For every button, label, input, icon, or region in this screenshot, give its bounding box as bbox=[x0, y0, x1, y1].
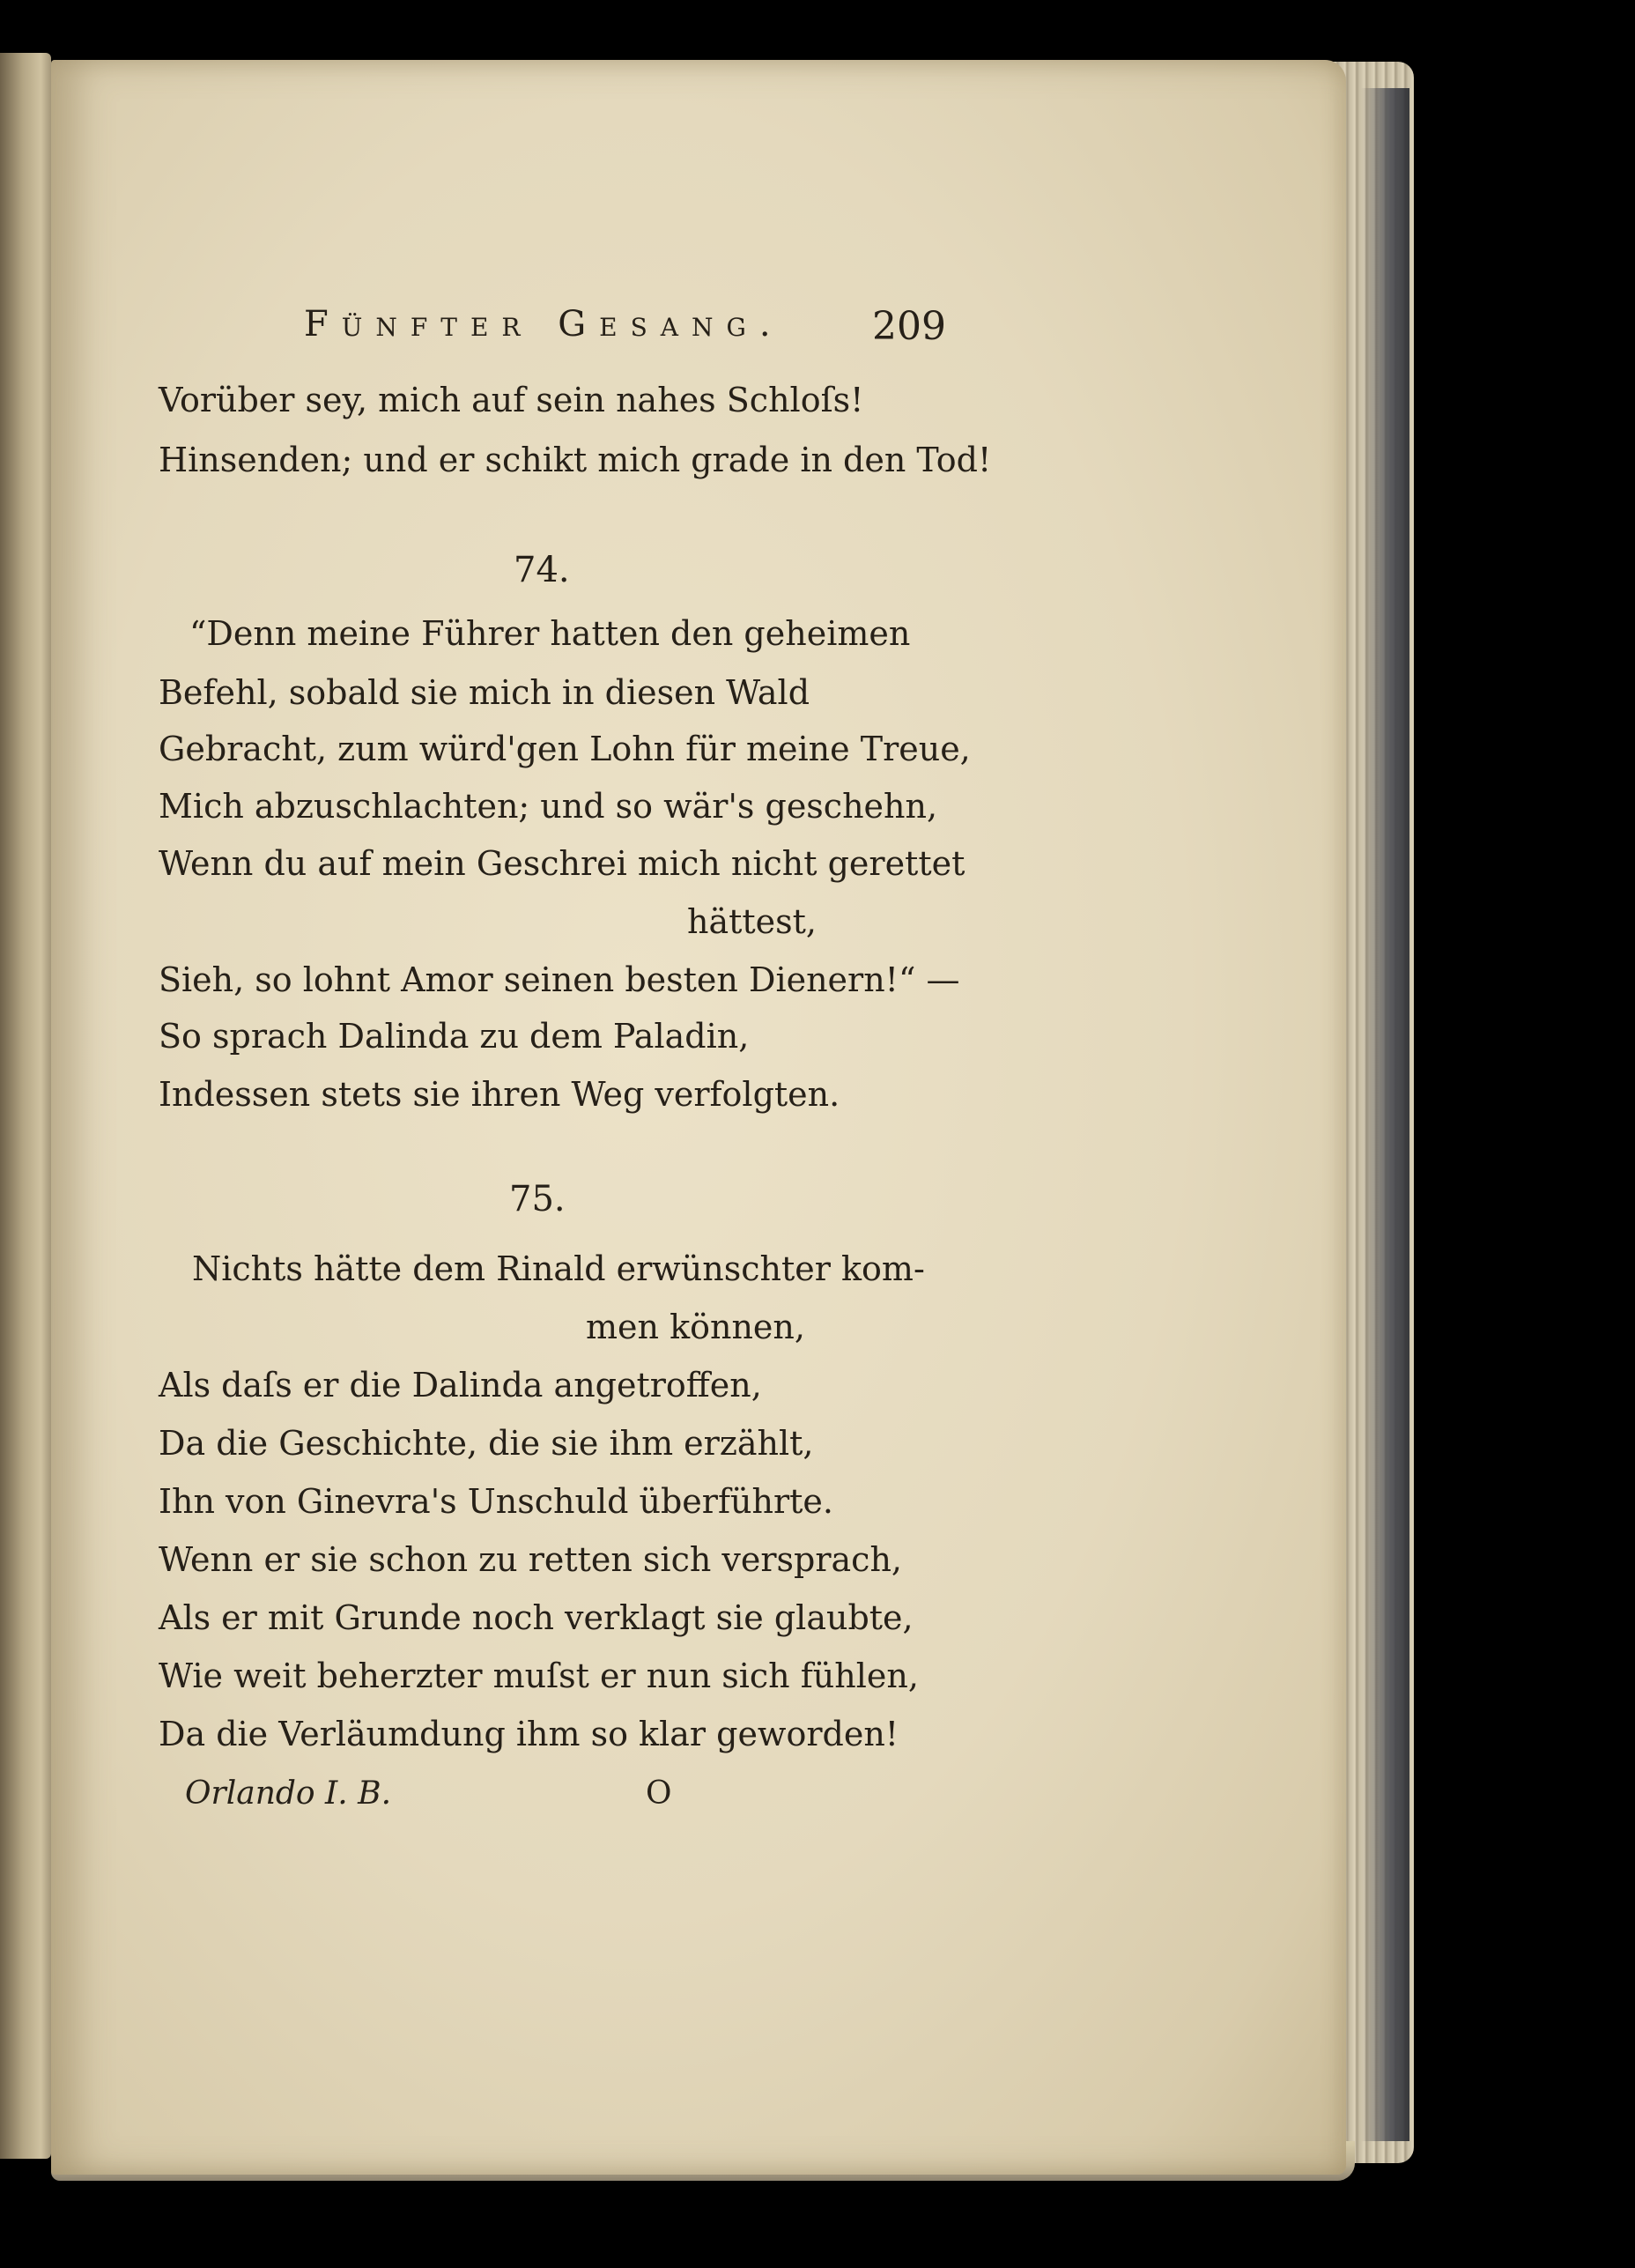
book-page bbox=[51, 60, 1346, 2175]
stanza-number: 75. bbox=[509, 1179, 566, 1219]
text-line: Indessen stets sie ihren Weg verfolgten. bbox=[159, 1075, 840, 1114]
text-line: Hinsenden; und er schikt mich grade in den Tod! bbox=[159, 441, 992, 479]
text-line: hättest, bbox=[687, 902, 818, 941]
text-line: Ihn von Ginevra's Unschuld überführte. bbox=[159, 1482, 833, 1521]
text-line: “Denn meine Führer hatten den geheimen bbox=[189, 614, 911, 653]
text-line: Wenn du auf mein Geschrei mich nicht gerettet bbox=[159, 844, 965, 883]
text-line: Wie weit beherzter muſst er nun sich fühlen, bbox=[159, 1657, 919, 1695]
facing-page-edge bbox=[0, 53, 51, 2159]
text-line: So sprach Dalinda zu dem Paladin, bbox=[159, 1017, 750, 1056]
text-line: Nichts hätte dem Rinald erwünschter kom- bbox=[192, 1249, 925, 1288]
page-number: 209 bbox=[872, 304, 946, 349]
text-line: Wenn er sie schon zu retten sich versprach, bbox=[159, 1540, 903, 1579]
text-line: Da die Verläumdung ihm so klar geworden! bbox=[159, 1715, 899, 1753]
running-head: Fünfter Gesang. bbox=[304, 304, 784, 345]
text-line: Gebracht, zum würd'gen Lohn für meine Treue, bbox=[159, 730, 971, 768]
stanza-number: 74. bbox=[514, 550, 570, 590]
text-line: Als er mit Grunde noch verklagt sie glaubte, bbox=[159, 1598, 914, 1637]
signature-letter: O bbox=[646, 1775, 672, 1812]
signature-mark: Orlando I. B. bbox=[185, 1775, 392, 1812]
text-line: Vorüber sey, mich auf sein nahes Schloſs! bbox=[159, 381, 864, 419]
text-line: Mich abzuschlachten; und so wär's geschehn, bbox=[159, 787, 938, 826]
text-line: Als daſs er die Dalinda angetroffen, bbox=[159, 1366, 762, 1405]
text-line: Sieh, so lohnt Amor seinen besten Dienern!“ — bbox=[159, 960, 960, 999]
text-line: men können, bbox=[586, 1308, 805, 1346]
text-line: Befehl, sobald sie mich in diesen Wald bbox=[159, 673, 810, 712]
text-line: Da die Geschichte, die sie ihm erzählt, bbox=[159, 1424, 814, 1463]
binding-shadow bbox=[1361, 88, 1409, 2141]
